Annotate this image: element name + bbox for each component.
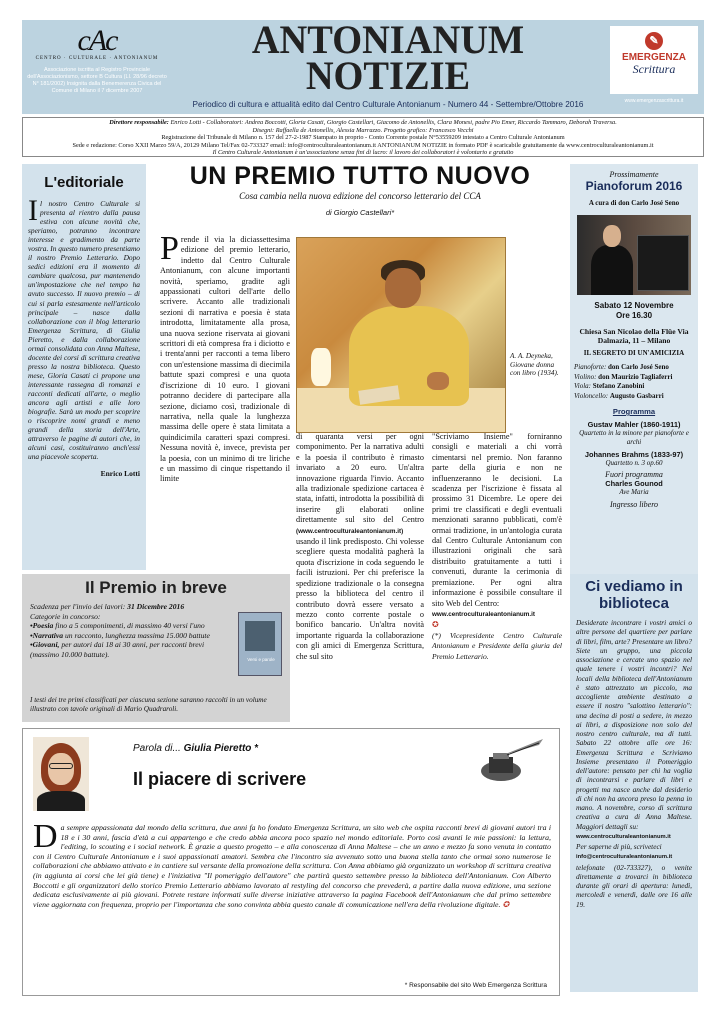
emergenza-scrittura-logo: ✎ EMERGENZA Scrittura bbox=[610, 26, 698, 94]
newspaper-title: ANTONIANUM NOTIZIE bbox=[251, 17, 525, 98]
author-portrait bbox=[33, 737, 89, 811]
biblioteca-title: Ci vediamo in biblioteca bbox=[585, 578, 683, 612]
article-deck: Cosa cambia nella nuova edizione del concorso letterario del CCA bbox=[239, 191, 481, 201]
premio-title: Il Premio in breve bbox=[85, 578, 227, 597]
biblioteca-url[interactable]: www.centroculturaleantonianum.it bbox=[576, 833, 671, 840]
pianist-photo bbox=[577, 215, 691, 295]
newspaper-subtitle: Periodico di cultura e attualità edito dal Centro Culturale Antonianum - Numero 44 - Settembre/Ottobre 2016 bbox=[192, 100, 584, 109]
parola-di-box bbox=[22, 728, 560, 996]
pianoforum-column: Prossimamente Pianoforum 2016 A cura di don Carlo José Seno Sabato 12 Novembre Ore 16.30 Chiesa San Nicolao della Flüe Via Dalmazia, 11 – Milano IL SEGRETO DI UN'AMICIZIA Pianoforte: don Carlo José Seno Violino: don Maurizio Tagliaferri Viola: Stefano Zanobini Violoncello: Augusto Gasbarri Programma Gustav Mahler (1860-1911) Quartetto in la minore per pianoforte e archi Johannes Brahms (1833-97) Quartetto n. 3 op.60 Fuori programma Charles Gounod Ave Maria Ingresso libero bbox=[570, 164, 698, 576]
logo-mark: cAc bbox=[77, 24, 117, 57]
article-url[interactable]: (www.centroculturaleantonianum.it) bbox=[296, 527, 404, 535]
cca-logo bbox=[26, 24, 168, 110]
article-column-2: di quaranta versi per ogni componimento. Per la narrativa adulti e la poesia il contributo è rimasto invariato a 20 euro. Un'altra innovazione riguarda l'invio. Accanto alla tradizionale spedizione cartacea è stata, infatti, introdotta la possibilità di inserire gli elaborati online direttamente sul sito del Centro (www.centroculturaleantonianum.it) usando il link predisposto. Chi volesse scegliere questa modalità pagherà la quota d'iscrizione in coda seguendo le facili istruzioni. Per chi preferisce la spedizione tradizionale o la consegna presso la biblioteca del centro il contributo dovrà essere versato a mezzo conto corrente postale o bonifico bancario. Un'altra novità importante riguarda la collaborazione con gli amici di Emergenza Scrittura, che sul sito bbox=[296, 432, 424, 661]
bottom-headline: Il piacere di scrivere bbox=[133, 769, 307, 789]
article-byline: di Giorgio Castellari* bbox=[325, 208, 395, 217]
painting-caption: A. A. Deyneka, Giovane donna con libro (1934). bbox=[510, 352, 559, 378]
inkwell-quill-icon bbox=[473, 735, 547, 787]
logo-subtitle: CENTRO · CULTURALE · ANTONIANUM bbox=[35, 56, 159, 61]
premio-in-breve-box: Il Premio in breve Scadenza per l'invio dei lavori: 31 Dicembre 2016 Categorie in concorso: •Poesia fino a 5 componimenti, di massimo 40 versi l'uno •Narrativa un racconto, lunghezza massima 15.000 battute •Giovani, per autori dai 18 ai 30 anni, per racconti brevi (massimo 10.000 battute). I testi dei tre primi classificati per ciascuna sezione saranno raccolti in un volume illustrato con tavole originali di Mario Quadraroli. Versi e parole bbox=[22, 574, 290, 722]
editoriale-signature: Enrico Lotti bbox=[100, 469, 140, 479]
editoriale-title: L'editoriale bbox=[44, 174, 124, 191]
article-column-3: "Scriviamo Insieme" forniranno consigli e materiali a chi vorrà cimentarsi nel premio. Non faranno parte della giuria e non ne influenzeranno le decisioni. La scadenza per l'iscrizione è fissata al prossimo 31 Dicembre. Le opere dei primi tre classificati e degli eventuali menzionati saranno pubblicati, com'è ormai tradizione, in un'antologia curata dal Centro Culturale Antonianum con illustrazioni originali che sarà distribuito gratuitamente a tutti i convenuti, durante la cerimonia di premiazione. Per ogni altra informazione è possibile consultare il sito Web del Centro: www.centroculturaleantonianum.it ✪ (*) Vicepresidente Centro Culturale Antonianum e Presidente della giuria del Premio Letterario. bbox=[432, 432, 562, 661]
performer-list: Pianoforte: don Carlo José Seno Violino: don Maurizio Tagliaferri Viola: Stefano Zanobini Violoncello: Augusto Gasbarri bbox=[574, 363, 673, 400]
registration-note: Associazione iscritta al Registro Provinciale dell'Associazionismo, settore B Cultura (LI. 28/96 decreto N° 181/2002) Insignita dalla Benemerenza Civica del Comune di Milano il 7 dicembre 2007 bbox=[27, 67, 167, 94]
article-headline: UN PREMIO TUTTO NUOVO bbox=[189, 162, 531, 190]
end-mark-icon: ✪ bbox=[502, 899, 510, 909]
credits-box: Direttore responsabile: Enrico Lotti - Collaboratori: Andrea Boccotti, Gloria Casati, Giorgio Castellari, Giacomo de Antonellis, Clara Monesi, padre Pio Emer, Riccardo Tammaro, Deborah Traversa. Disegni: Raffaella de Antonellis, Alessia Marrazzo. Progetto grafico: Francesco Vecchi Registrazione del Tribunale di Milano n. 157 del 27-2-1987 Stampato in proprio - Conto Corrente postale N°53559209 intestato a Centro Culturale Antonianum Sede e redazione: Corso XXII Marzo 59/A, 20129 Milano Tel/Fax 02-733327 email: info@centroculturaleantonianum.it ANTONIANUM NOTIZIE in formato PDF è scaricabile gratuitamente da www.centroculturaleantonianum.it Il Centro Culturale Antonianum è un'associazione senza fini di lucro: il lavoro dei collaboratori è volontario e gratuito bbox=[22, 117, 704, 157]
editoriale-text: Il nostro Centro Culturale si presenta al rientro dalla pausa estiva con alcune novità che, speriamo, potranno incontrare interesse e gradimento da parte vostra. In questo numero presentiamo il nostro Premio Letterario. Dopo sedici edizioni era il momento di cambiare qualcosa, pur mantenendo un'impostazione che nel tempo ha avuto successo. Il nuovo premio – di cui si parla estesamente nell'articolo principale – nasce dalla collaborazione con il blog letterario Emergenza Scrittura, di Giulia Pieretto, e dalla collaborazione ormai consolidata con Anna Maltese, docente dei corsi di scrittura creativa presso la nostra biblioteca. Questo mese, Gloria Casati ci propone una interessante rassegna di romanzi e racconti dedicati all'arte, o meglio ancora agli artisti e alle loro biografie. Sarà un modo per scoprire o riscoprire nomi grandi e meno grandi della storia dell'Arte, attraverso le pagine di autori che, in alcuni casi, costituiranno anch'essi una piacevole scoperta. bbox=[28, 194, 140, 462]
deyneka-painting bbox=[296, 237, 506, 433]
biblioteca-column: Ci vediamo in biblioteca Desiderate incontrare i vostri amici o altre persone del quartiere per parlare di libri, film, arte? Presentare un libro? Siete un gruppo, una piccola associazione e cercate uno spazio nel quale tenere i vostri incontri? Nei locali della biblioteca dell'Antonianum è stato attrezzato un piccolo, ma accogliente ambiente destinato a essere il nostro "salottino letterario": una decina di posti a sedere, in mezzo ai libri, a disposizione non solo del nostro centro culturale, ma di tutti. Sabato 22 ottobre alle ore 16: Emergenza Scrittura e Scriviamo Insieme presentano il Pomeriggio dell'autore: pensato per chi ha voglia di incontrarsi e parlare di libri e progetti ma nasce anche dal desiderio di chi non ha ancora preso la penna in mano. A novembre, corso di scrittura creativa a cura di Anna Maltese. Maggiori dettagli su: www.centroculturaleantonianum.it Per saperne di più, scriveteci info@centroculturaleantonianum.it telefonate (02-733327), o venite direttamente a trovarci in biblioteca durante gli orari di apertura: lunedì, mercoledì e venerdì, dalle ore 16 alle 19. bbox=[570, 574, 698, 992]
bottom-article-text: Da sempre appassionata dal mondo della scrittura, due anni fa ho fondato Emergenza Scrittura, un sito web che ospita racconti brevi di giovani autori tra i 18 e i 30 anni, fascia d'età a cui appartengo e che credo abbia ancora poco spazio nel mondo editoriale. Porto così avanti le mie passioni: la lettura, l'editing, lo scouting e i social network. È grazie a questo progetto – e alla conoscenza di Anna Maltese – che un anno e mezzo fa sono venuta in contatto con il Centro Culturale Antonianum e i suoi appassionati amatori. Sembra che l'incontro sia avvenuto sotto una buona stella tanto che ormai sono numerose le collaborazioni che abbiamo attivato e in cantiere sul versante della promozione della scrittura. Con Anna abbiamo già organizzato un workshop di scrittura creativa (in aggiunta ai corsi che lei già tiene) e l'iniziativa "Il pomeriggio dell'autore" che partirà questo settembre presso la biblioteca dell'Antonianum. Con Alberto Boccotti e gli organizzatori dello storico Premio Letterario abbiamo lavorato al restyling del concorso che prevederà, a partire dalla nuova edizione, una sezione dedicata esclusivamente ai più giovani. Potrete restare informati sulle diverse iniziative attraverso la pagina Facebook dell'Antonianum che dal primo settembre viene aggiornata con frequenza, proprio per l'importanza che sono convinta abbia questo canale di comunicazione nell'era della rivoluzione digitale. ✪ bbox=[33, 818, 551, 909]
author-note: (*) Vicepresidente Centro Culturale Antonianum e Presidente della giuria del Premio Letterario. bbox=[432, 630, 562, 661]
end-mark-icon: ✪ bbox=[432, 620, 439, 630]
article-url-2[interactable]: www.centroculturaleantonianum.it bbox=[432, 610, 535, 618]
parola-di-label: Parola di... Giulia Pieretto * bbox=[133, 743, 259, 754]
masthead bbox=[22, 17, 704, 114]
biblioteca-email[interactable]: info@centroculturaleantonianum.it bbox=[576, 854, 673, 861]
partner-url: www.emergenzascrittura.it bbox=[624, 98, 684, 104]
bottom-footnote: * Responsabile del sito Web Emergenza Scrittura bbox=[404, 982, 547, 989]
article-column-1: Prende il via la diciassettesima edizione del premio letterario, indetto dal Centro Culturale Antonianum, con alcune importanti novità, speriamo, gradite agli appassionati cultori dell'arte dello scrivere. Accanto alle tradizionali sezioni di narrativa e poesia è stata introdotta, limitatamente alla prosa, una nuova sezione riservata ai giovani scrittori di età compresa fra i diciotto e i trenta'anni per racconti a tema libero con un'estensione massima di diecimila battute spazi compresi e una quota d'iscrizione di 10 euro. I giovani potranno decidere di partecipare alla sezione, diciamo così, tradizionale di narrativa, nella quale la lunghezza massima delle opere è stata limitata a quindicimila caratteri spazi compresi. Nessuna novità è, invece, prevista per la poesia, con un minimo di tre liriche e un massimo di cinque rispettando il limite bbox=[160, 230, 290, 484]
pianoforum-title: Pianoforum 2016 bbox=[585, 179, 683, 193]
anthology-book-cover: Versi e parole bbox=[238, 612, 282, 676]
editoriale-column bbox=[22, 164, 146, 570]
pen-icon: ✎ bbox=[645, 32, 663, 50]
